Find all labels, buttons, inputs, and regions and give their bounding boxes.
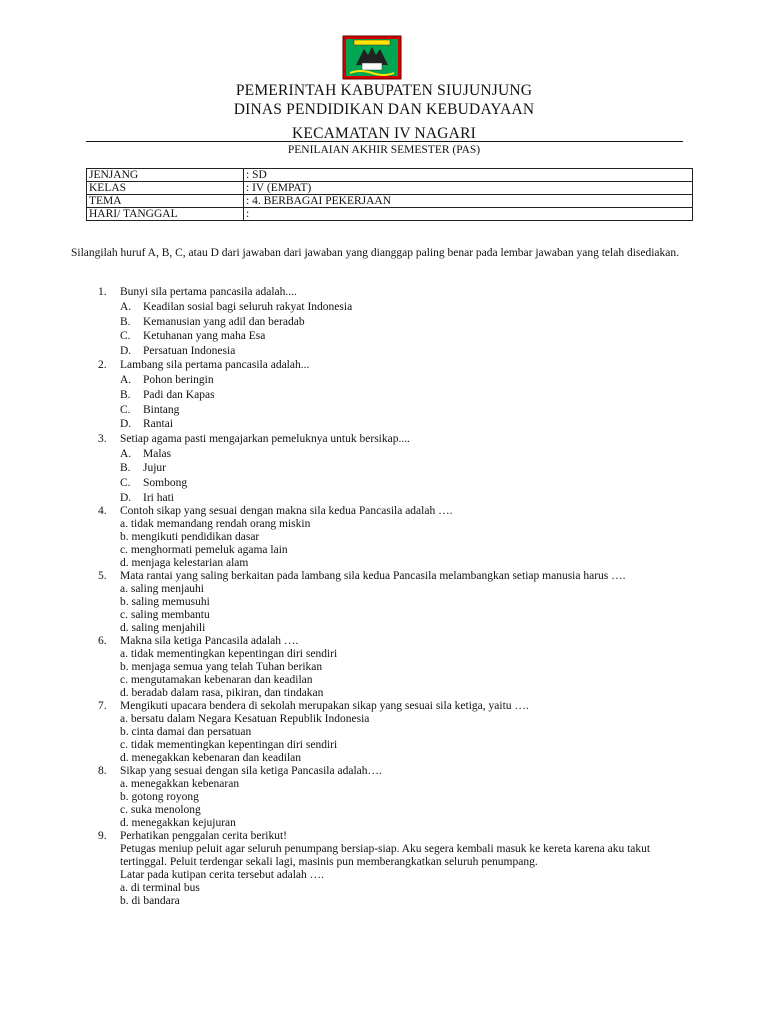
question-text: Bunyi sila pertama pancasila adalah.... xyxy=(120,286,297,298)
option-letter: A. xyxy=(120,301,132,313)
question-prompt: Latar pada kutipan cerita tersebut adalah …. xyxy=(120,869,325,882)
option-text: b. menjaga semua yang telah Tuhan berikan xyxy=(120,661,323,674)
question-number: 2. xyxy=(98,359,107,372)
emblem-house xyxy=(362,63,382,70)
question-number: 4. xyxy=(98,505,107,518)
option-text: Kemanusian yang adil dan beradab xyxy=(143,315,305,328)
story-passage: Petugas meniup peluit agar seluruh penumpang bersiap-siap. Aku segera kembali masuk ke kereta karena aku takut tertinggal. Peluit terdengar sekali lagi, masinis pun memberangkatkan seluruh penumpang. xyxy=(120,843,651,869)
option-text: d. menegakkan kejujuran xyxy=(120,817,236,830)
info-label: HARI/ TANGGAL xyxy=(87,208,244,221)
option-letter: B. xyxy=(120,315,131,328)
option-text: d. menjaga kelestarian alam xyxy=(120,557,249,570)
info-value: : xyxy=(244,208,693,221)
option-text: Sombong xyxy=(143,476,188,489)
option-letter: A. xyxy=(120,374,132,387)
question-7 xyxy=(0,700,768,765)
header-department: DINAS PENDIDIKAN DAN KEBUDAYAAN xyxy=(233,101,535,118)
option-text: a. saling menjauhi xyxy=(120,583,204,596)
option-text: Jujur xyxy=(143,462,166,475)
option-letter: A. xyxy=(120,447,132,460)
question-number: 3. xyxy=(98,432,107,445)
regency-emblem-icon xyxy=(342,35,402,80)
question-text: Makna sila ketiga Pancasila adalah …. xyxy=(120,635,299,648)
question-text: Mengikuti upacara bendera di sekolah merupakan sikap yang sesuai sila ketiga, yaitu …. xyxy=(120,700,529,713)
option-text: a. di terminal bus xyxy=(120,882,200,895)
option-text: a. tidak memandang rendah orang miskin xyxy=(120,518,311,531)
info-label: TEMA xyxy=(87,195,244,208)
question-text: Setiap agama pasti mengajarkan pemeluknya untuk bersikap.... xyxy=(120,432,410,445)
header-government: PEMERINTAH KABUPATEN SIUJUNJUNG xyxy=(235,82,533,99)
question-text: Contoh sikap yang sesuai dengan makna sila kedua Pancasila adalah …. xyxy=(120,505,453,518)
option-letter: D. xyxy=(120,491,132,504)
table-row xyxy=(87,195,693,208)
option-letter: C. xyxy=(120,330,131,343)
table-row xyxy=(87,208,693,221)
info-value: : IV (EMPAT) xyxy=(244,182,693,195)
info-label: KELAS xyxy=(87,182,244,195)
question-number: 7. xyxy=(98,700,107,713)
emblem-banner xyxy=(354,40,390,45)
question-number: 1. xyxy=(98,286,107,298)
option-text: d. menegakkan kebenaran dan keadilan xyxy=(120,752,302,765)
option-text: d. beradab dalam rasa, pikiran, dan tindakan xyxy=(120,687,324,700)
question-text: Perhatikan penggalan cerita berikut! xyxy=(120,830,287,843)
question-3 xyxy=(0,432,768,505)
exam-title: PENILAIAN AKHIR SEMESTER (PAS) xyxy=(287,144,481,156)
table-row xyxy=(87,182,693,195)
info-label: JENJANG xyxy=(87,169,244,182)
option-letter: C. xyxy=(120,476,131,489)
header-district: KECAMATAN IV NAGARI xyxy=(292,125,476,142)
option-text: c. saling membantu xyxy=(120,609,210,622)
exam-info-table xyxy=(86,168,693,221)
option-text: Ketuhanan yang maha Esa xyxy=(143,330,266,343)
option-text: Pohon beringin xyxy=(143,374,214,387)
option-text: a. menegakkan kebenaran xyxy=(120,778,240,791)
option-text: Persatuan Indonesia xyxy=(143,344,236,357)
question-text: Sikap yang sesuai dengan sila ketiga Pancasila adalah…. xyxy=(120,765,382,778)
question-text: Mata rantai yang saling berkaitan pada lambang sila kedua Pancasila melambangkan setiap manusia harus …. xyxy=(120,570,626,583)
option-text: b. di bandara xyxy=(120,895,180,908)
option-text: Padi dan Kapas xyxy=(143,388,215,401)
option-text: d. saling menjahili xyxy=(120,622,206,635)
option-letter: D. xyxy=(120,344,132,357)
option-text: c. suka menolong xyxy=(120,804,201,817)
option-text: Bintang xyxy=(143,403,180,416)
question-5 xyxy=(0,570,768,635)
question-4 xyxy=(0,505,768,570)
option-text: a. tidak mementingkan kepentingan diri sendiri xyxy=(120,648,338,661)
option-text: Keadilan sosial bagi seluruh rakyat Indonesia xyxy=(143,301,353,313)
option-text: Iri hati xyxy=(143,491,174,504)
question-number: 5. xyxy=(98,570,107,583)
option-letter: B. xyxy=(120,388,131,401)
question-list xyxy=(0,285,768,908)
option-text: a. bersatu dalam Negara Kesatuan Republik Indonesia xyxy=(120,713,370,726)
option-text: c. mengutamakan kebenaran dan keadilan xyxy=(120,674,313,687)
option-letter: D. xyxy=(120,418,132,431)
option-text: Rantai xyxy=(143,418,174,431)
question-number: 8. xyxy=(98,765,107,778)
option-text: Malas xyxy=(143,447,172,460)
option-text: c. menghormati pemeluk agama lain xyxy=(120,544,288,557)
question-2 xyxy=(0,358,768,431)
question-text: Lambang sila pertama pancasila adalah... xyxy=(120,359,310,372)
option-text: c. tidak mementingkan kepentingan diri sendiri xyxy=(120,739,338,752)
question-8 xyxy=(0,765,768,830)
option-text: b. cinta damai dan persatuan xyxy=(120,726,252,739)
question-number: 6. xyxy=(98,635,107,648)
instructions: Silangilah huruf A, B, C, atau D dari jawaban dari jawaban yang dianggap paling benar pada lembar jawaban yang telah disediakan. xyxy=(71,247,680,259)
info-value: : 4. BERBAGAI PEKERJAAN xyxy=(244,195,693,208)
question-9 xyxy=(0,830,768,908)
option-text: b. gotong royong xyxy=(120,791,199,804)
info-value: : SD xyxy=(244,169,693,182)
table-row xyxy=(87,169,693,182)
option-letter: B. xyxy=(120,462,131,475)
option-text: b. saling memusuhi xyxy=(120,596,210,609)
option-text: b. mengikuti pendidikan dasar xyxy=(120,531,260,544)
question-number: 9. xyxy=(98,830,107,843)
header-divider xyxy=(86,141,683,142)
question-1 xyxy=(0,285,768,358)
question-6 xyxy=(0,635,768,700)
option-letter: C. xyxy=(120,403,131,416)
